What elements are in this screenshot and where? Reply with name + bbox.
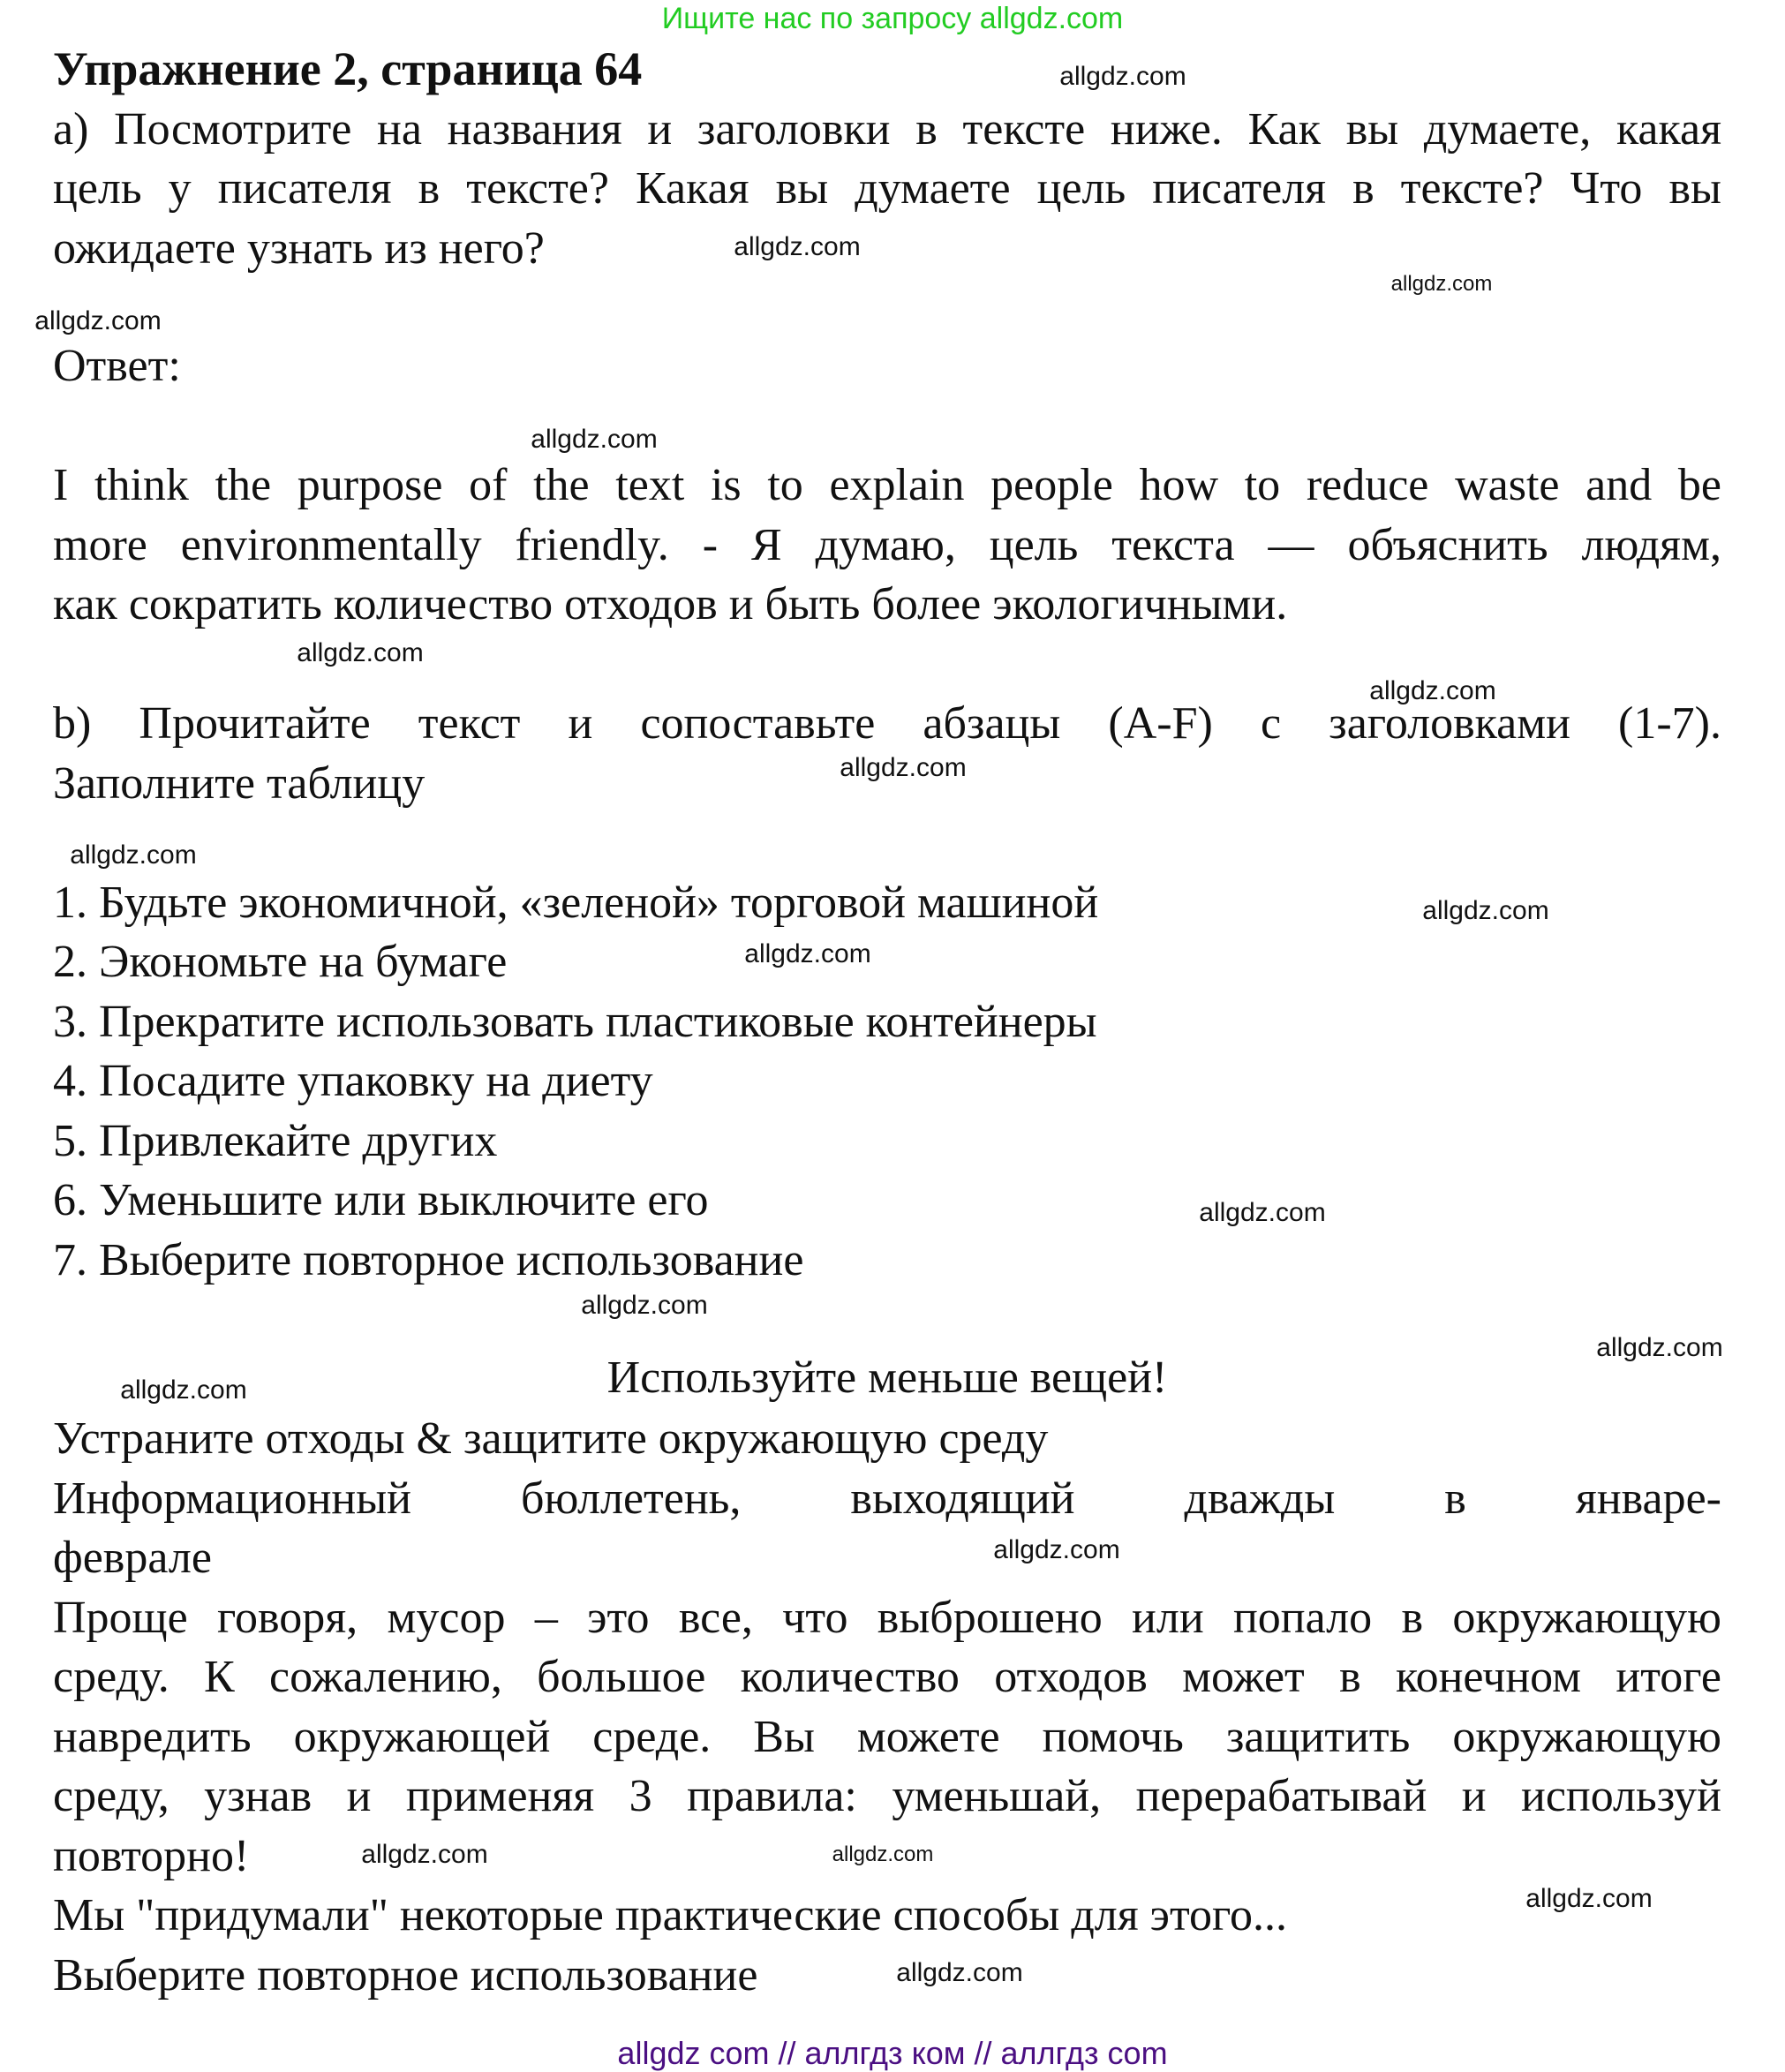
- heading-item: 6. Уменьшите или выключите его: [53, 1175, 709, 1225]
- watermark: allgdz.com: [1369, 676, 1496, 705]
- answer-line: more environmentally friendly. - Я думаю, цель текста — объяснить людям,: [53, 520, 1721, 570]
- text-line: Устраните отходы & защитите окружающую среду: [53, 1413, 1049, 1464]
- watermark: allgdz.com: [744, 939, 871, 968]
- heading-item: 1. Будьте экономичной, «зеленой» торговой машиной: [53, 878, 1099, 928]
- watermark: allgdz.com: [896, 1958, 1023, 1987]
- answer-line: I think the purpose of the text is to explain people how to reduce waste and be: [53, 460, 1721, 510]
- task-a-line: a) Посмотрите на названия и заголовки в тексте ниже. Как вы думаете, какая: [53, 104, 1721, 154]
- text-title: Используйте меньше вещей!: [606, 1352, 1168, 1403]
- watermark: allgdz.com: [993, 1535, 1120, 1564]
- text-line: повторно!: [53, 1831, 250, 1881]
- heading-item: 3. Прекратите использовать пластиковые контейнеры: [53, 997, 1097, 1047]
- answer-line: как сократить количество отходов и быть более экологичными.: [53, 579, 1288, 629]
- search-banner: Ищите нас по запросу allgdz.com: [661, 2, 1124, 35]
- text-line: Выберите повторное использование: [53, 1950, 758, 2000]
- page-title: Упражнение 2, страница 64: [53, 42, 643, 95]
- watermark: allgdz.com: [581, 1291, 708, 1320]
- answer-label: Ответ:: [53, 341, 181, 391]
- watermark: allgdz.com: [1390, 272, 1493, 296]
- text-line: феврале: [53, 1533, 212, 1583]
- watermark: allgdz.com: [531, 425, 658, 454]
- watermark: allgdz.com: [70, 840, 197, 870]
- task-a-line: ожидаете узнать из него?: [53, 223, 545, 274]
- text-line: Информационный бюллетень, выходящий дважды в январе-: [53, 1473, 1721, 1524]
- task-a-line: цель у писателя в тексте? Какая вы думаете цель писателя в тексте? Что вы: [53, 163, 1721, 214]
- text-line: Проще говоря, мусор – это все, что выброшено или попало в окружающую: [53, 1593, 1721, 1643]
- footer-banner: allgdz com // аллгдз ком // аллгдз com: [617, 2035, 1168, 2071]
- watermark: allgdz.com: [1525, 1884, 1653, 1913]
- text-line: Мы "придумали" некоторые практические способы для этого...: [53, 1890, 1288, 1940]
- watermark: allgdz.com: [297, 638, 424, 667]
- task-b-line: Заполните таблицу: [53, 758, 426, 809]
- watermark: allgdz.com: [832, 1842, 934, 1866]
- task-b-line: b) Прочитайте текст и сопоставьте абзацы (A-F) с заголовками (1-7).: [53, 698, 1721, 749]
- text-line: среду, узнав и применяя 3 правила: уменьшай, перерабатывай и используй: [53, 1771, 1721, 1821]
- watermark: allgdz.com: [840, 753, 967, 782]
- watermark: allgdz.com: [1422, 896, 1549, 925]
- watermark: allgdz.com: [34, 306, 162, 335]
- watermark: allgdz.com: [1596, 1333, 1723, 1362]
- heading-item: 2. Экономьте на бумаге: [53, 937, 508, 987]
- watermark: allgdz.com: [734, 232, 861, 261]
- text-line: среду. К сожалению, большое количество отходов может в конечном итоге: [53, 1652, 1721, 1702]
- heading-item: 4. Посадите упаковку на диету: [53, 1056, 653, 1106]
- watermark: allgdz.com: [120, 1375, 247, 1405]
- heading-item: 5. Привлекайте других: [53, 1116, 498, 1166]
- watermark: allgdz.com: [361, 1840, 488, 1869]
- heading-item: 7. Выберите повторное использование: [53, 1235, 804, 1285]
- text-line: навредить окружающей среде. Вы можете помочь защитить окружающую: [53, 1712, 1721, 1762]
- watermark: allgdz.com: [1199, 1198, 1326, 1227]
- watermark: allgdz.com: [1059, 62, 1186, 91]
